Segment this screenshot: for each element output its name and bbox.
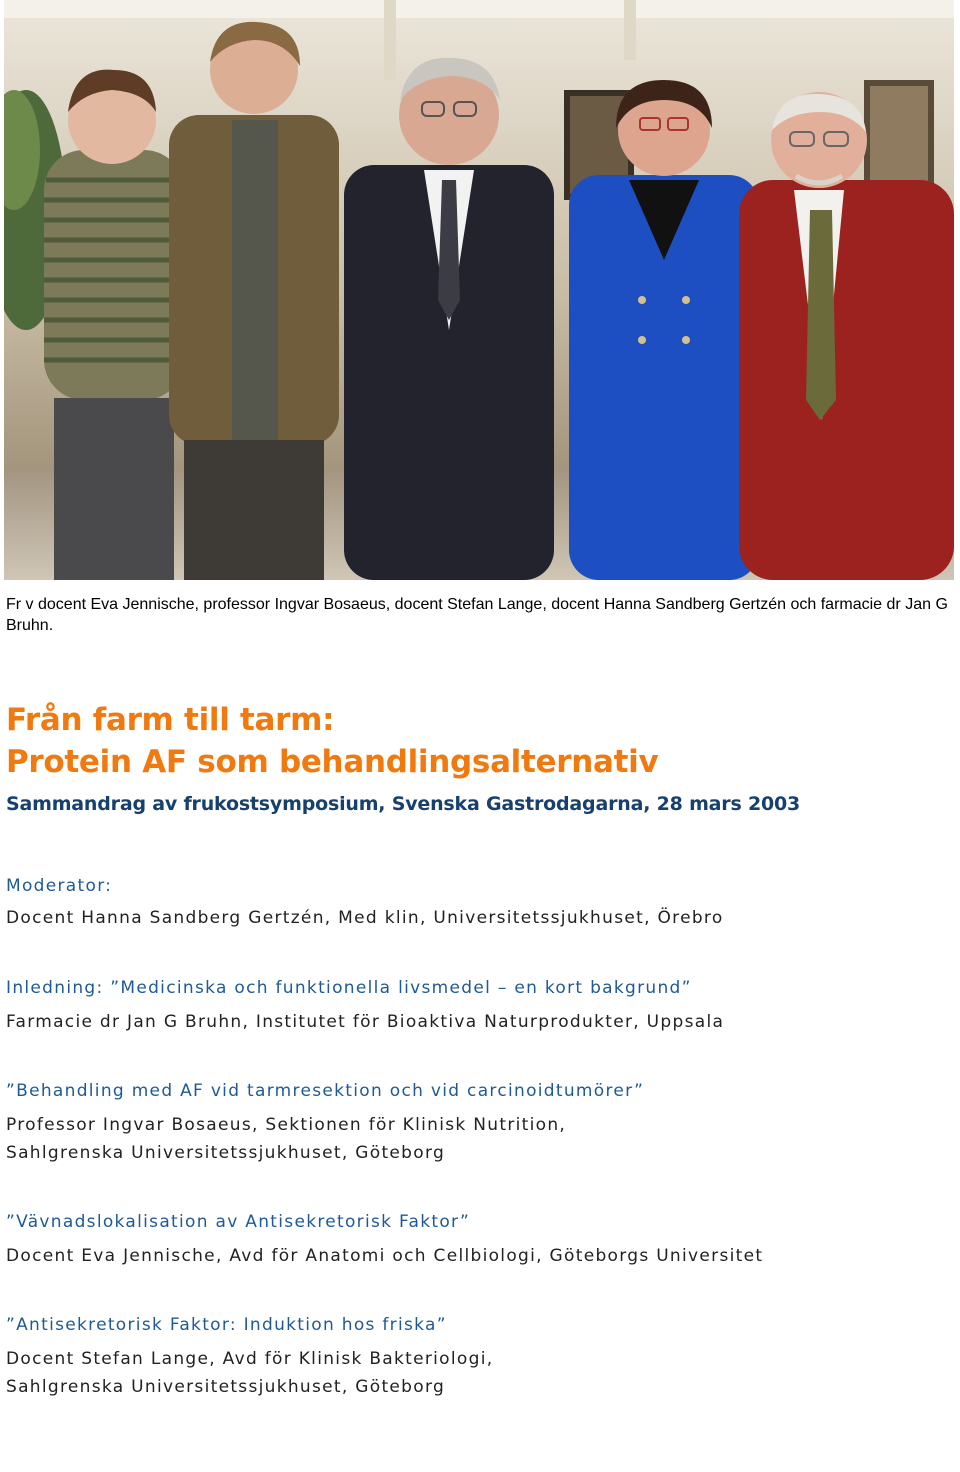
group-photo: [4, 0, 954, 580]
talk-3-title: ”Vävnadslokalisation av Antisekretorisk Faktor”: [6, 1212, 471, 1232]
subtitle: Sammandrag av frukostsymposium, Svenska Gastrodagarna, 28 mars 2003: [6, 793, 801, 815]
talk-2-speaker-line-1: Professor Ingvar Bosaeus, Sektionen för Klinisk Nutrition,: [6, 1115, 567, 1135]
moderator-label: Moderator:: [6, 876, 113, 896]
talk-4-speaker-line-1: Docent Stefan Lange, Avd för Klinisk Bakteriologi,: [6, 1349, 494, 1369]
talk-4-speaker-line-2: Sahlgrenska Universitetssjukhuset, Göteborg: [6, 1377, 446, 1397]
title-line-1: Från farm till tarm:: [6, 702, 335, 738]
talk-4-title: ”Antisekretorisk Faktor: Induktion hos friska”: [6, 1315, 447, 1335]
moderator-person: Docent Hanna Sandberg Gertzén, Med klin, Universitetssjukhuset, Örebro: [6, 908, 724, 928]
title-line-2: Protein AF som behandlingsalternativ: [6, 744, 659, 780]
photo-caption: Fr v docent Eva Jennische, professor Ingvar Bosaeus, docent Stefan Lange, docent Hanna Sandberg Gertzén och farmacie dr Jan G Bruhn.: [6, 596, 948, 634]
talk-1-title: Inledning: ”Medicinska och funktionella livsmedel – en kort bakgrund”: [6, 978, 692, 998]
group-photo-illustration: [4, 0, 954, 580]
talk-1-speaker: Farmacie dr Jan G Bruhn, Institutet för Bioaktiva Naturprodukter, Uppsala: [6, 1012, 725, 1032]
talk-2-title: ”Behandling med AF vid tarmresektion och vid carcinoidtumörer”: [6, 1081, 645, 1101]
talk-3-speaker: Docent Eva Jennische, Avd för Anatomi och Cellbiologi, Göteborgs Universitet: [6, 1246, 764, 1266]
talk-2-speaker-line-2: Sahlgrenska Universitetssjukhuset, Göteborg: [6, 1143, 446, 1163]
